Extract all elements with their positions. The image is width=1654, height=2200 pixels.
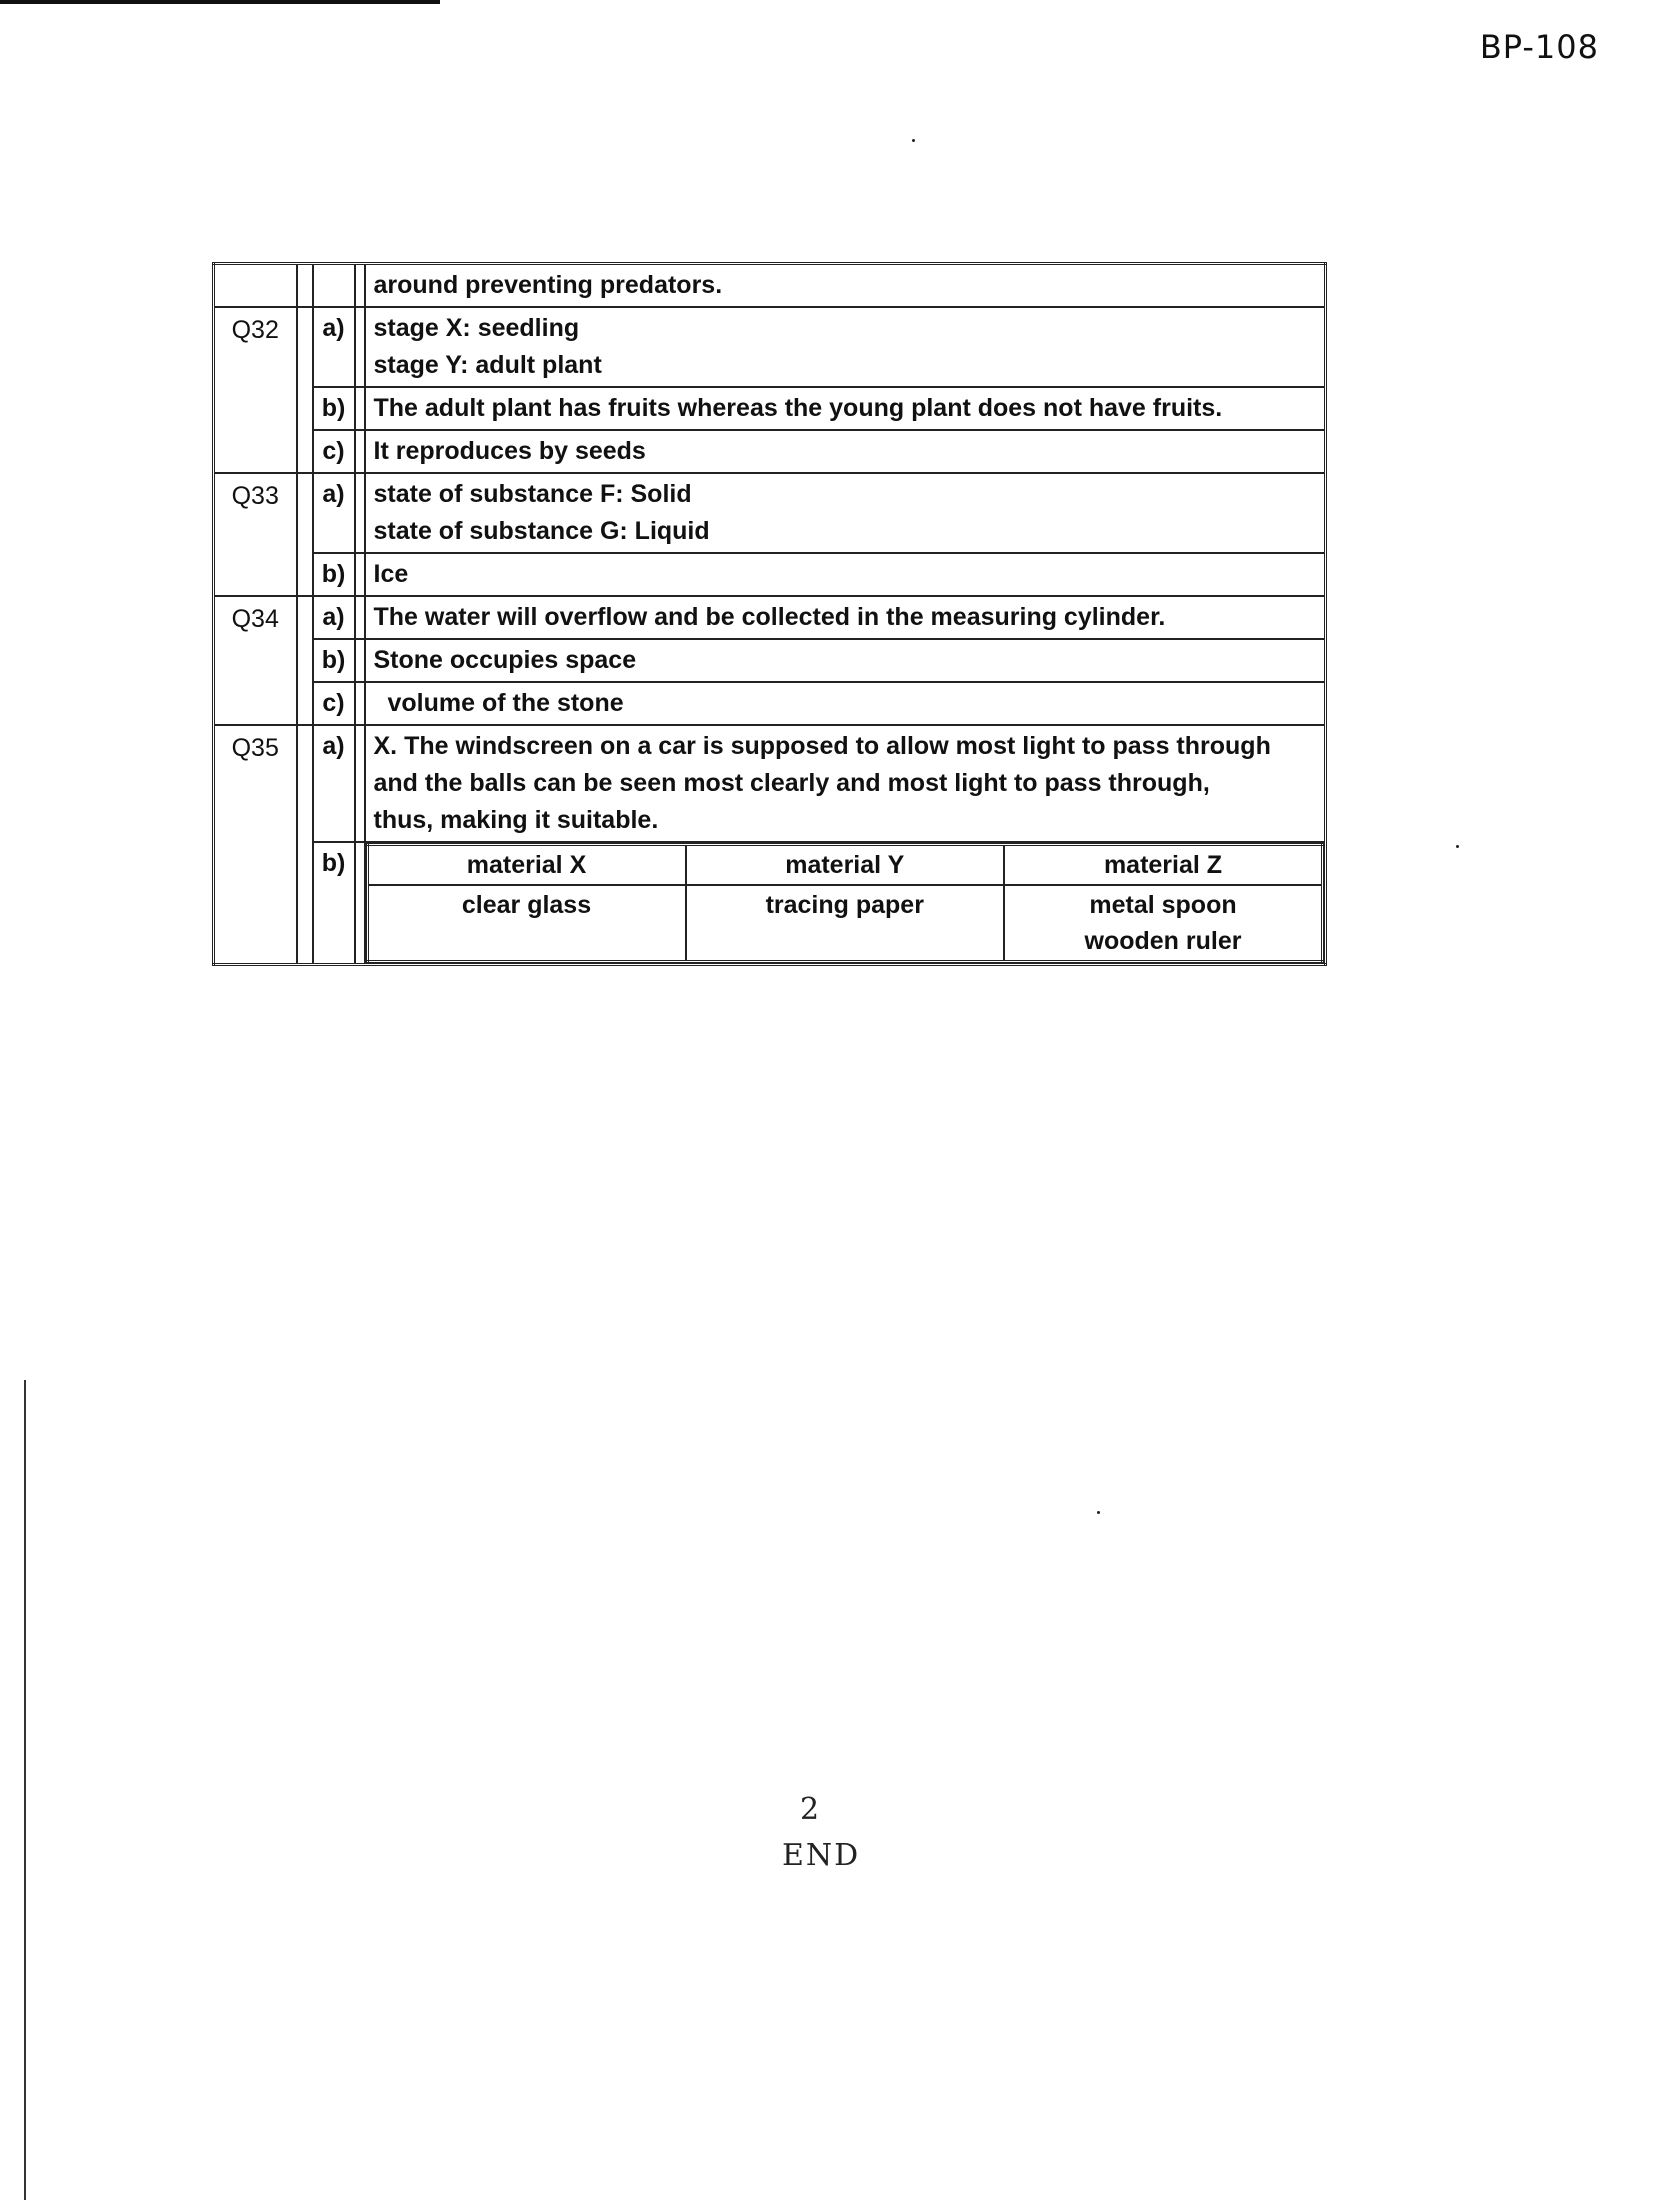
table-row [214,307,1326,387]
table-rule [355,842,365,965]
part-label: a) [313,473,355,553]
table-rule [355,264,365,308]
answer-text [365,307,1326,387]
part-label [313,264,355,308]
table-rule [297,264,313,308]
part-label: b) [313,387,355,430]
question-number: Q34 [214,596,297,725]
answer-line: The adult plant has fruits whereas the young plant does not have fruits. [373,394,1223,422]
part-label: b) [313,639,355,682]
part-label: c) [313,430,355,473]
scan-edge-left [24,1380,26,2200]
answer-text [365,725,1326,842]
question-number: Q32 [214,307,297,473]
part-label: b) [313,842,355,965]
table-row [214,264,1326,308]
table-row [214,639,1326,682]
table-rule [297,725,313,965]
table-row [214,430,1326,473]
table-row [214,553,1326,596]
question-number: Q35 [214,725,297,965]
page-code: BP-108 [1479,28,1599,66]
table-rule [355,682,365,725]
materials-cell-z [1004,885,1323,962]
answer-line: It reproduces by seeds [373,437,646,465]
table-row [214,725,1326,842]
table-rule [297,307,313,473]
table-row [214,596,1326,639]
materials-cell [365,842,1326,965]
table-rule [355,307,365,387]
answer-table [212,262,1327,966]
materials-row [367,885,1323,962]
materials-header: material X [367,845,686,886]
material-item: metal spoon [1089,891,1237,919]
answer-line: around preventing predators. [373,271,723,299]
table-rule [297,596,313,725]
answer-line: X. The windscreen on a car is supposed to allow most light to pass through [373,732,1271,760]
material-item: tracing paper [765,891,924,919]
material-item: clear glass [461,891,592,919]
answer-text [365,596,1326,639]
answer-text [365,553,1326,596]
question-number: Q33 [214,473,297,596]
scan-speck [912,139,915,142]
question-number [214,264,297,308]
materials-header: material Y [686,845,1005,886]
table-row [214,682,1326,725]
table-rule [355,596,365,639]
table-row [214,842,1326,965]
answer-text [365,682,1326,725]
materials-cell-x [367,885,686,962]
answer-line: stage Y: adult plant [373,351,602,379]
answer-line: thus, making it suitable. [373,806,659,834]
answer-text [365,639,1326,682]
answer-line: stage X: seedling [373,314,580,342]
answer-line: Stone occupies space [373,646,637,674]
table-rule [355,553,365,596]
page-number: 2 [800,1792,820,1827]
materials-cell-y [686,885,1005,962]
part-label: a) [313,725,355,842]
answer-line: state of substance F: Solid [373,480,692,508]
answer-text [365,387,1326,430]
answer-line: state of substance G: Liquid [373,517,710,545]
answer-line: volume of the stone [387,689,624,717]
part-label: b) [313,553,355,596]
materials-header: material Z [1004,845,1323,886]
table-rule [355,473,365,553]
scan-speck [1456,845,1459,848]
scan-speck [1097,1511,1100,1514]
table-rule [355,639,365,682]
materials-header-row [367,845,1323,886]
table-rule [355,430,365,473]
answer-text [365,264,1326,308]
scan-edge-top [0,0,440,4]
answer-line: and the balls can be seen most clearly and most light to pass through, [373,769,1210,797]
table-rule [355,725,365,842]
materials-table [366,843,1325,963]
end-mark: END [782,1838,861,1873]
answer-line: Ice [373,560,409,588]
table-row [214,473,1326,553]
table-rule [355,387,365,430]
answer-text [365,473,1326,553]
part-label: c) [313,682,355,725]
part-label: a) [313,307,355,387]
part-label: a) [313,596,355,639]
material-item: wooden ruler [1084,927,1242,955]
table-rule [297,473,313,596]
table-row [214,387,1326,430]
answer-text [365,430,1326,473]
answer-line: The water will overflow and be collected in the measuring cylinder. [373,603,1166,631]
